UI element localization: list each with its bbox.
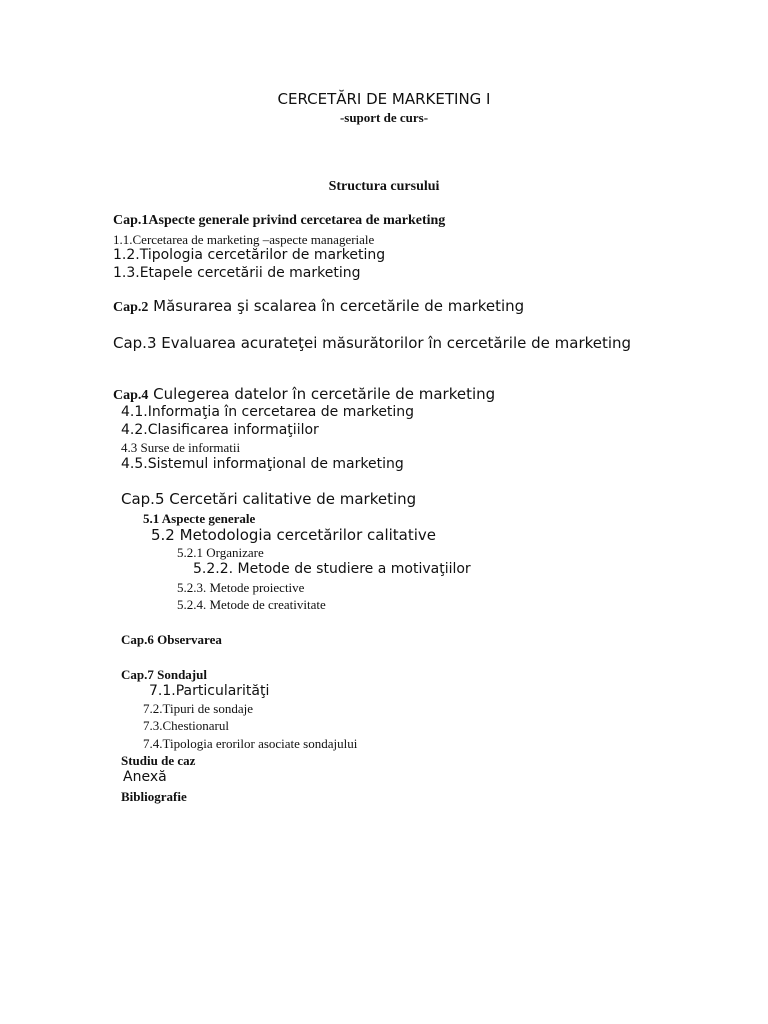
section-1-3: 1.3.Etapele cercetării de marketing (113, 265, 361, 281)
section-4-3: 4.3 Surse de informatii (121, 440, 241, 455)
chapter-1-label: Cap.1 (113, 213, 149, 228)
case-study-heading: Studiu de caz (121, 753, 196, 768)
section-5-2-4: 5.2.4. Metode de creativitate (177, 597, 326, 612)
section-7-2: 7.2.Tipuri de sondaje (143, 701, 254, 716)
section-1-2: 1.2.Tipologia cercetărilor de marketing (113, 247, 386, 263)
section-5-2-1: 5.2.1 Organizare (177, 545, 264, 560)
document-title: CERCETĂRI DE MARKETING I (277, 90, 491, 108)
chapter-2-label: Cap.2 (113, 300, 149, 315)
chapter-1-heading (113, 214, 445, 228)
chapter-7-heading: Cap.7 Sondajul (121, 667, 207, 682)
section-5-2-3: 5.2.3. Metode proiective (177, 580, 305, 595)
chapter-4-label: Cap.4 (113, 388, 149, 403)
chapter-4-title: Culegerea datelor în cercetările de marketing (148, 385, 496, 403)
section-7-1: 7.1.Particularităţi (149, 683, 270, 699)
section-1-1: 1.1.Cercetarea de marketing –aspecte manageriale (113, 232, 375, 247)
section-5-2: 5.2 Metodologia cercetărilor calitative (151, 526, 437, 544)
section-5-1: 5.1 Aspecte generale (143, 511, 256, 526)
annex-heading: Anexă (123, 769, 167, 785)
chapter-4-heading (113, 387, 495, 403)
section-4-2: 4.2.Clasificarea informaţiilor (121, 422, 319, 438)
document-subtitle: -suport de curs- (339, 110, 429, 125)
section-4-5: 4.5.Sistemul informaţional de marketing (121, 456, 404, 472)
section-4-1: 4.1.Informaţia în cercetarea de marketing (121, 404, 415, 420)
bibliography-heading: Bibliografie (121, 789, 187, 804)
section-5-2-2: 5.2.2. Metode de studiere a motivaţiilor (193, 561, 471, 577)
chapter-5-heading: Cap.5 Cercetări calitative de marketing (121, 490, 417, 508)
chapter-2-title: Măsurarea şi scalarea în cercetările de marketing (148, 297, 525, 315)
chapter-3-heading: Cap.3 Evaluarea acurateţei măsurătorilor în cercetările de marketing (113, 334, 632, 352)
section-7-4: 7.4.Tipologia erorilor asociate sondajului (143, 736, 358, 751)
section-7-3: 7.3.Chestionarul (143, 718, 229, 733)
chapter-6-heading: Cap.6 Observarea (121, 632, 222, 647)
structure-heading: Structura cursului (328, 179, 440, 194)
chapter-1-title: Aspecte generale privind cercetarea de marketing (148, 213, 446, 228)
chapter-2-heading (113, 299, 524, 315)
